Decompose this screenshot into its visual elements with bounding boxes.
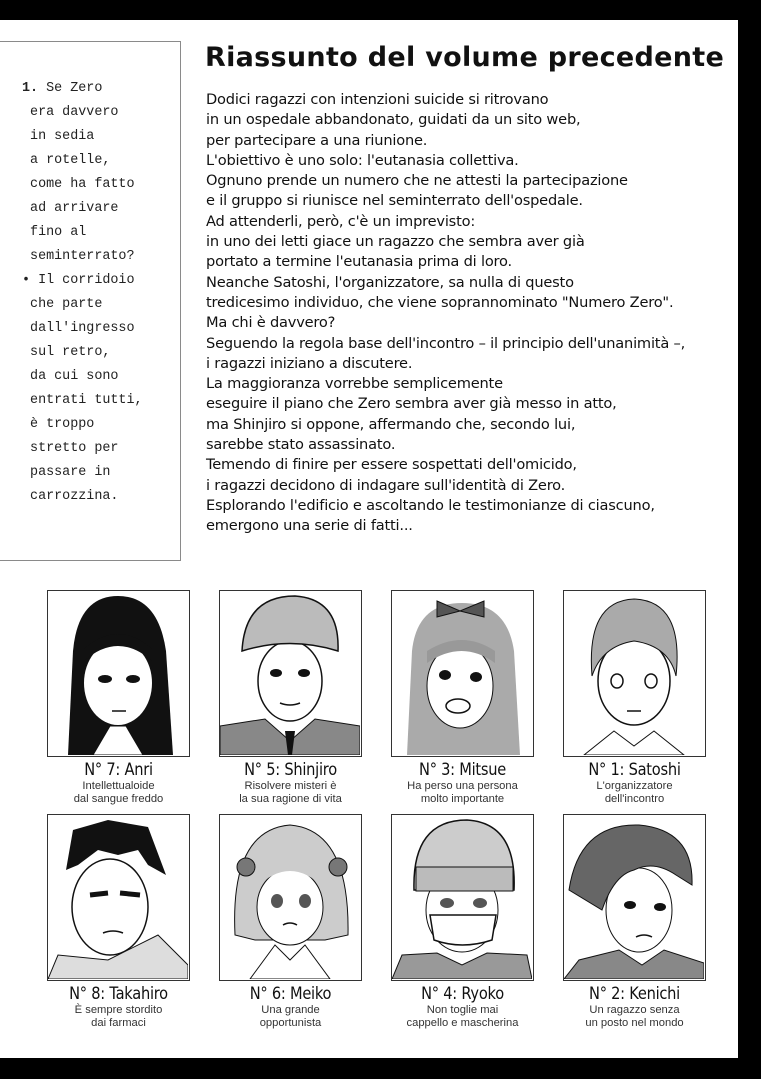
ryoko-portrait (391, 814, 534, 981)
summary-line: emergono una serie di fatti... (206, 517, 413, 535)
character-name: N° 3: Mitsue (419, 760, 506, 780)
character-desc: È sempre stordito (74, 1004, 163, 1016)
meiko-portrait (219, 814, 362, 981)
character-name: N° 8: Takahiro (69, 984, 168, 1004)
note-number: 1. (22, 81, 39, 96)
character-desc: Non toglie mai (426, 1004, 499, 1016)
character-card-shinjiro (219, 590, 362, 805)
character-desc: Risolvere misteri è (244, 780, 337, 792)
satoshi-portrait (563, 590, 706, 757)
character-card-takahiro (47, 814, 190, 1029)
summary-title: Riassunto del volume precedente (205, 42, 725, 73)
character-name: N° 6: Meiko (249, 984, 332, 1004)
kenichi-portrait (563, 814, 706, 981)
summary-line: Dodici ragazzi con intenzioni suicide si ritrovano (206, 91, 549, 108)
summary-text (206, 90, 726, 537)
summary-line: in uno dei letti giace un ragazzo che sembra aver già (206, 233, 585, 251)
character-desc: Intellettualoide (82, 780, 155, 792)
character-card-ryoko (391, 814, 534, 1029)
summary-line: Esplorando l'edificio e ascoltando le testimonianze di ciascuno, (206, 496, 655, 514)
summary-line: L'obiettivo è uno solo: l'eutanasia collettiva. (206, 151, 519, 169)
summary-line: sarebbe stato assassinato. (206, 436, 396, 454)
summary-line: eseguire il piano che Zero sembra aver già messo in atto, (206, 395, 617, 413)
character-desc: dell'incontro (604, 792, 665, 805)
character-name: N° 5: Shinjiro (244, 760, 337, 780)
character-desc: L'organizzatore (596, 780, 673, 792)
character-name: N° 1: Satoshi (588, 760, 681, 780)
summary-line: Seguendo la regola base dell'incontro – il principio dell'unanimità –, (206, 334, 686, 352)
takahiro-portrait (47, 814, 190, 981)
character-card-meiko (219, 814, 362, 1029)
summary-line: i ragazzi iniziano a discutere. (206, 354, 413, 372)
summary-line: La maggioranza vorrebbe semplicemente (206, 375, 503, 393)
manga-page (0, 20, 738, 1058)
summary-line: tredicesimo individuo, che viene soprannominato "Numero Zero". (206, 293, 674, 311)
character-card-mitsue (391, 590, 534, 805)
character-desc: Ha perso una persona (407, 780, 518, 792)
summary-line: Temendo di finire per essere sospettati dell'omicido, (206, 456, 577, 474)
summary-line: portato a termine l'eutanasia prima di loro. (206, 253, 512, 271)
character-card-kenichi (563, 814, 706, 1029)
character-desc: dal sangue freddo (73, 792, 164, 805)
summary-line: ma Shinjiro si oppone, affermando che, secondo lui, (206, 415, 576, 433)
summary-line: i ragazzi decidono di indagare sull'identità di Zero. (206, 476, 566, 494)
summary-line: Ognuno prende un numero che ne attesti la partecipazione (206, 172, 628, 190)
summary-line: Ad attenderli, però, c'è un imprevisto: (206, 212, 476, 230)
summary-line: Neanche Satoshi, l'organizzatore, sa nulla di questo (206, 273, 574, 291)
character-desc: opportunista (259, 1016, 322, 1029)
summary-line: per partecipare a una riunione. (206, 131, 428, 149)
character-name: N° 7: Anri (84, 760, 153, 780)
character-desc: dai farmaci (91, 1016, 146, 1029)
character-desc: un posto nel mondo (585, 1016, 684, 1029)
character-name: N° 4: Ryoko (421, 984, 504, 1004)
anri-portrait (47, 590, 190, 757)
mitsue-portrait (391, 590, 534, 757)
character-name: N° 2: Kenichi (589, 984, 680, 1004)
summary-line: in un ospedale abbandonato, guidati da un sito web, (206, 111, 581, 129)
character-desc: la sua ragione di vita (239, 792, 342, 805)
translator-note: 1. Se Zero era davvero in sedia a rotelle, come ha fatto ad arrivare fino al seminterrato? • Il corridoio che parte dall'ingresso sul retro, da cui sono entrati tutti, è troppo stretto per passare in carrozzina. (22, 81, 143, 504)
shinjiro-portrait (219, 590, 362, 757)
character-desc: cappello e mascherina (406, 1016, 519, 1029)
summary-line: e il gruppo si riunisce nel seminterrato dell'ospedale. (206, 192, 583, 210)
character-desc: Un ragazzo senza (589, 1004, 680, 1016)
character-card-satoshi (563, 590, 706, 805)
character-desc: Una grande (261, 1004, 320, 1016)
character-card-anri (47, 590, 190, 805)
summary-line: Ma chi è davvero? (206, 314, 336, 332)
character-desc: molto importante (420, 792, 505, 805)
